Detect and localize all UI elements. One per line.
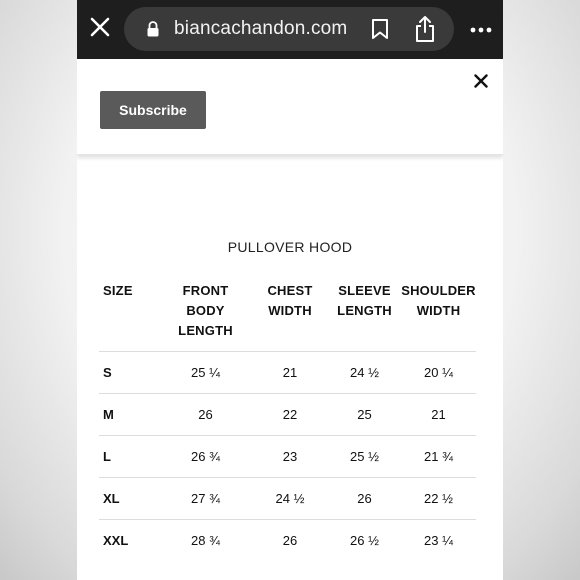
table-row xyxy=(99,478,476,520)
table-cell: 25 ¼ xyxy=(159,352,252,394)
table-cell: 26 xyxy=(328,478,401,520)
size-cell: L xyxy=(99,436,159,478)
subscribe-button[interactable]: Subscribe xyxy=(100,91,206,129)
table-cell: 26 xyxy=(159,394,252,436)
header-cell: CHEST WIDTH xyxy=(267,283,313,318)
size-cell: XL xyxy=(99,478,159,520)
table-cell: 25 ½ xyxy=(328,436,401,478)
table-cell: 21 ¾ xyxy=(401,436,476,478)
size-cell: S xyxy=(99,352,159,394)
header-row xyxy=(99,281,476,352)
bookmark-icon[interactable] xyxy=(370,18,390,40)
table-row xyxy=(99,352,476,394)
size-chart-title: PULLOVER HOOD xyxy=(227,239,353,255)
table-cell: 21 xyxy=(252,352,328,394)
lock-icon xyxy=(146,21,160,37)
table-cell: 26 ¾ xyxy=(159,436,252,478)
header-cell: SHOULDER WIDTH xyxy=(401,283,476,318)
table-cell: 24 ½ xyxy=(252,478,328,520)
table-cell: 23 xyxy=(252,436,328,478)
url-text: biancachandon.com xyxy=(174,18,348,39)
table-row xyxy=(99,520,476,562)
table-cell: 25 xyxy=(328,394,401,436)
size-chart-table xyxy=(99,281,476,561)
table-cell: 20 ¼ xyxy=(401,352,476,394)
size-cell: M xyxy=(99,394,159,436)
subscribe-banner xyxy=(77,59,503,155)
table-cell: 27 ¾ xyxy=(159,478,252,520)
table-cell: 22 ½ xyxy=(401,478,476,520)
size-cell: XXL xyxy=(99,520,159,562)
address-bar[interactable] xyxy=(124,7,454,51)
table-cell: 26 xyxy=(252,520,328,562)
browser-toolbar xyxy=(77,0,503,59)
table-cell: 28 ¾ xyxy=(159,520,252,562)
table-cell: 22 xyxy=(252,394,328,436)
table-row xyxy=(99,394,476,436)
close-icon[interactable] xyxy=(89,16,111,38)
close-banner-icon[interactable] xyxy=(474,74,488,88)
phone-screen xyxy=(77,0,503,580)
table-cell: 26 ½ xyxy=(328,520,401,562)
header-cell: FRONT BODY LENGTH xyxy=(178,283,233,338)
header-cell: SLEEVE LENGTH xyxy=(337,283,392,318)
more-options-icon[interactable] xyxy=(470,27,492,33)
table-cell: 24 ½ xyxy=(328,352,401,394)
table-cell: 21 xyxy=(401,394,476,436)
header-cell: SIZE xyxy=(103,283,133,298)
table-row xyxy=(99,436,476,478)
table-cell: 23 ¼ xyxy=(401,520,476,562)
share-icon[interactable] xyxy=(413,15,437,43)
